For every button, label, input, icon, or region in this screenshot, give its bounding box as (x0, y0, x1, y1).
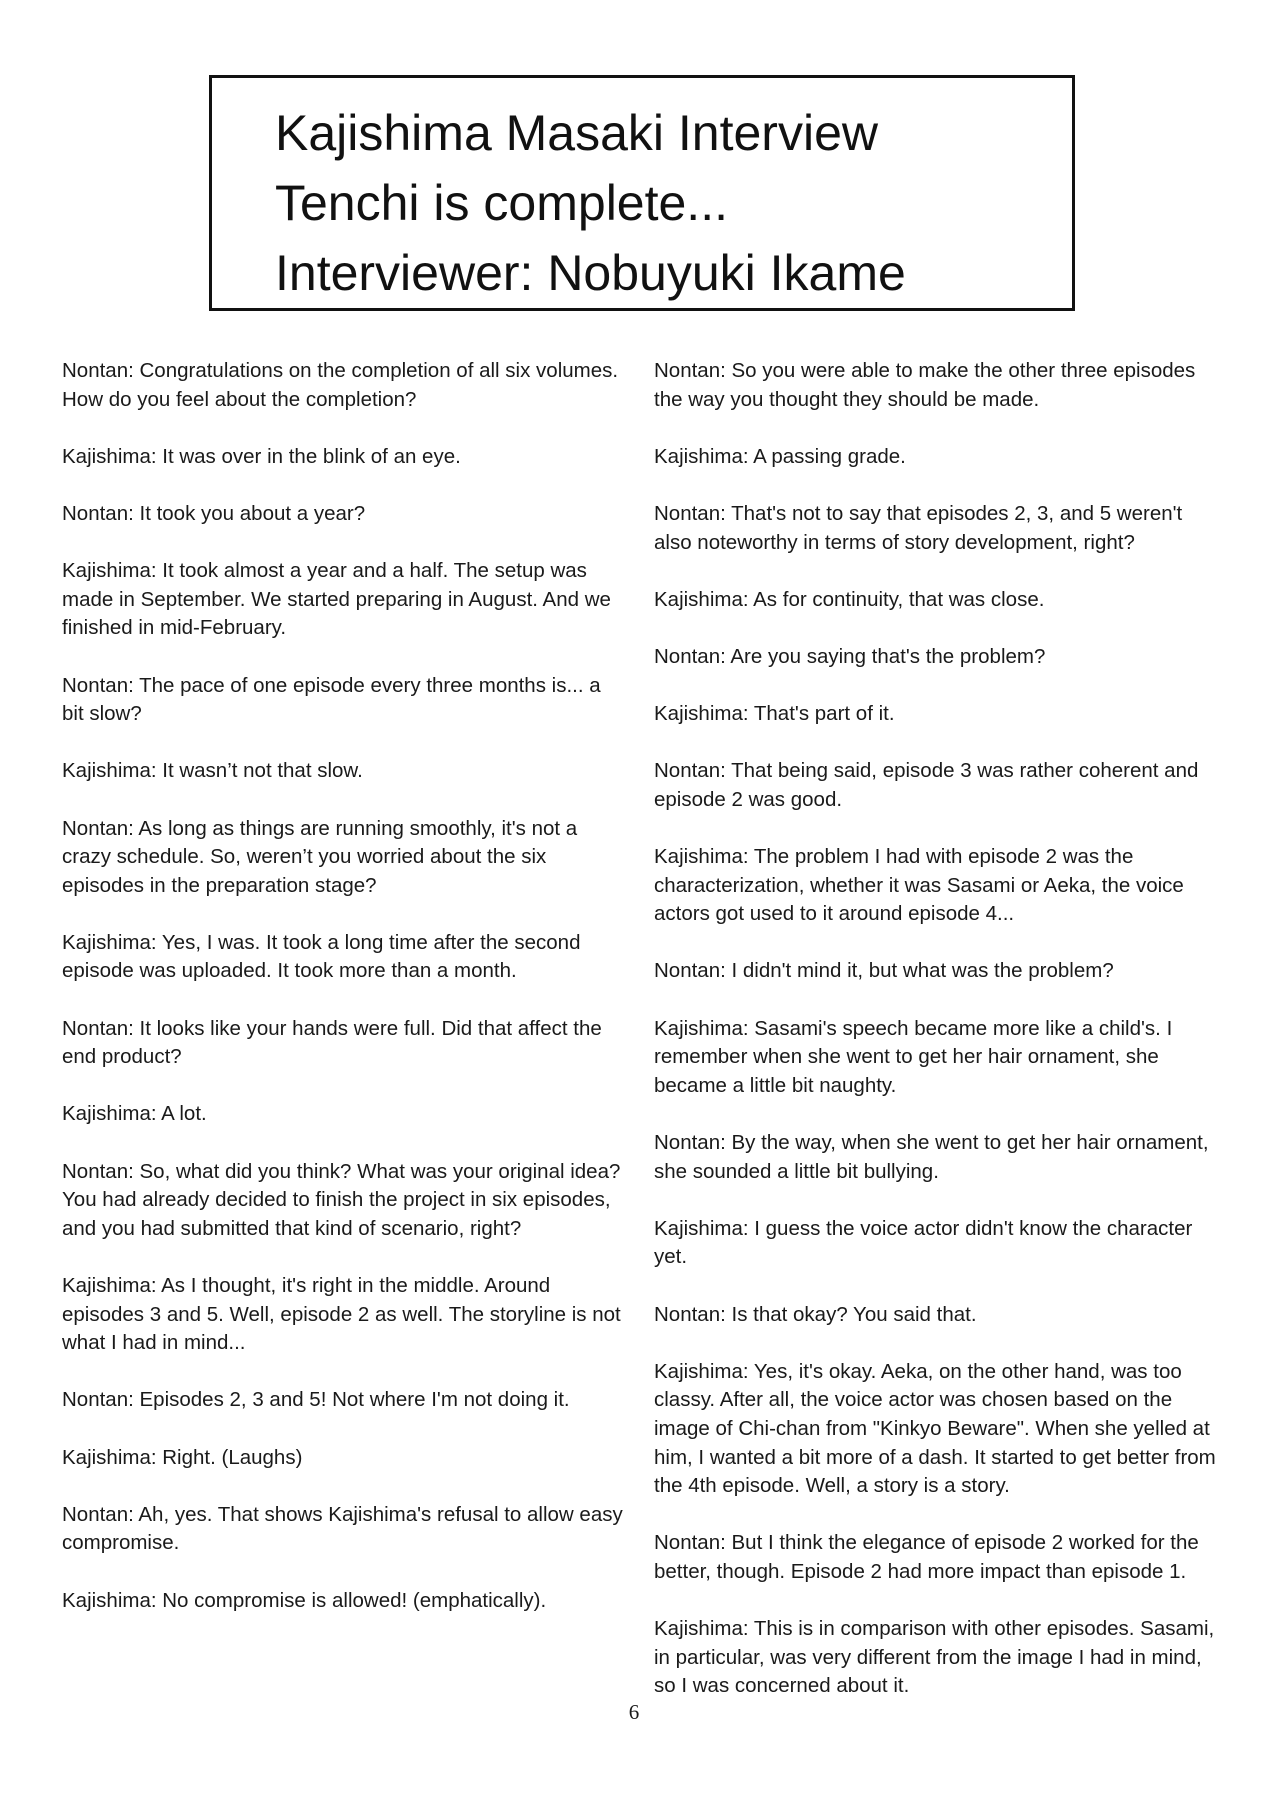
interview-paragraph: Kajishima: A passing grade. (654, 444, 906, 468)
interview-paragraph: Nontan: Episodes 2, 3 and 5! Not where I'm not doing it. (62, 1388, 570, 1412)
interview-paragraph: Kajishima: I guess the voice actor didn't know the character yet. (654, 1216, 1193, 1269)
interview-paragraph: Kajishima: That's part of it. (654, 702, 895, 726)
interview-paragraph: Nontan: So, what did you think? What was your original idea? You had already decided to finish the project in six episodes, and you had submitted that kind of scenario, right? (62, 1159, 621, 1240)
interview-paragraph: Kajishima: It wasn’t not that slow. (62, 759, 363, 783)
interview-paragraph: Kajishima: A lot. (62, 1102, 207, 1126)
right-column (654, 357, 1219, 1730)
interview-paragraph: Nontan: Is that okay? You said that. (654, 1302, 977, 1326)
interview-paragraph: Nontan: By the way, when she went to get her hair ornament, she sounded a little bit bullying. (654, 1131, 1209, 1183)
interview-paragraph: Nontan: Are you saying that's the problem? (654, 644, 1046, 668)
title-line-2: Tenchi is complete... (275, 175, 728, 231)
interview-paragraph: Kajishima: Sasami's speech became more like a child's. I remember when she went to get her hair ornament, she became a little bit naughty. (654, 1016, 1173, 1097)
title-line-1: Kajishima Masaki Interview (275, 105, 878, 161)
interview-paragraph: Kajishima: No compromise is allowed! (emphatically). (62, 1588, 547, 1612)
interview-paragraph: Nontan: So you were able to make the other three episodes the way you thought they should be made. (654, 359, 1196, 411)
interview-paragraph: Kajishima: The problem I had with episode 2 was the characterization, whether it was Sasami or Aeka, the voice actors got used to it around episode 4... (654, 845, 1184, 926)
interview-paragraph: Kajishima: Yes, it's okay. Aeka, on the other hand, was too classy. After all, the voice actor was chosen based on the image of Chi-chan from "Kinkyo Beware". When she yelled at him, I wanted a bit more of a dash. It started to get better from the 4th episode. Well, a story is a story. (654, 1359, 1216, 1498)
interview-paragraph: Kajishima: As for continuity, that was close. (654, 587, 1045, 611)
interview-paragraph: Kajishima: It was over in the blink of an eye. (62, 444, 461, 468)
interview-paragraph: Kajishima: It took almost a year and a half. The setup was made in September. We started preparing in August. And we finished in mid-February. (62, 559, 611, 640)
interview-paragraph: Kajishima: As I thought, it's right in the middle. Around episodes 3 and 5. Well, episode 2 as well. The storyline is not what I had in mind... (62, 1274, 621, 1355)
page-number: 6 (628, 1700, 640, 1724)
left-column (62, 357, 627, 1644)
interview-paragraph: Nontan: It took you about a year? (62, 501, 366, 525)
interview-paragraph: Nontan: Congratulations on the completion of all six volumes. How do you feel about the completion? (62, 359, 619, 411)
interview-paragraph: Nontan: Ah, yes. That shows Kajishima's refusal to allow easy compromise. (62, 1502, 623, 1555)
interview-paragraph: Kajishima: Right. (Laughs) (62, 1445, 303, 1469)
interview-paragraph: Nontan: That's not to say that episodes 2, 3, and 5 weren't also noteworthy in terms of story development, right? (654, 501, 1183, 554)
interview-paragraph: Nontan: As long as things are running smoothly, it's not a crazy schedule. So, weren’t you worried about the six episodes in the preparation stage? (62, 816, 578, 897)
interview-paragraph: Nontan: That being said, episode 3 was rather coherent and episode 2 was good. (654, 759, 1199, 811)
interview-paragraph: Nontan: I didn't mind it, but what was the problem? (654, 959, 1114, 983)
interview-paragraph: Kajishima: This is in comparison with other episodes. Sasami, in particular, was very different from the image I had in mind, so I was concerned about it. (654, 1617, 1215, 1698)
interview-paragraph: Nontan: It looks like your hands were full. Did that affect the end product? (62, 1016, 602, 1069)
interview-paragraph: Kajishima: Yes, I was. It took a long time after the second episode was uploaded. It took more than a month. (62, 930, 581, 983)
title-box (209, 75, 1075, 311)
interview-paragraph: Nontan: But I think the elegance of episode 2 worked for the better, though. Episode 2 had more impact than episode 1. (654, 1531, 1199, 1583)
title-line-3: Interviewer: Nobuyuki Ikame (275, 245, 906, 301)
interview-paragraph: Nontan: The pace of one episode every three months is... a bit slow? (62, 673, 601, 726)
